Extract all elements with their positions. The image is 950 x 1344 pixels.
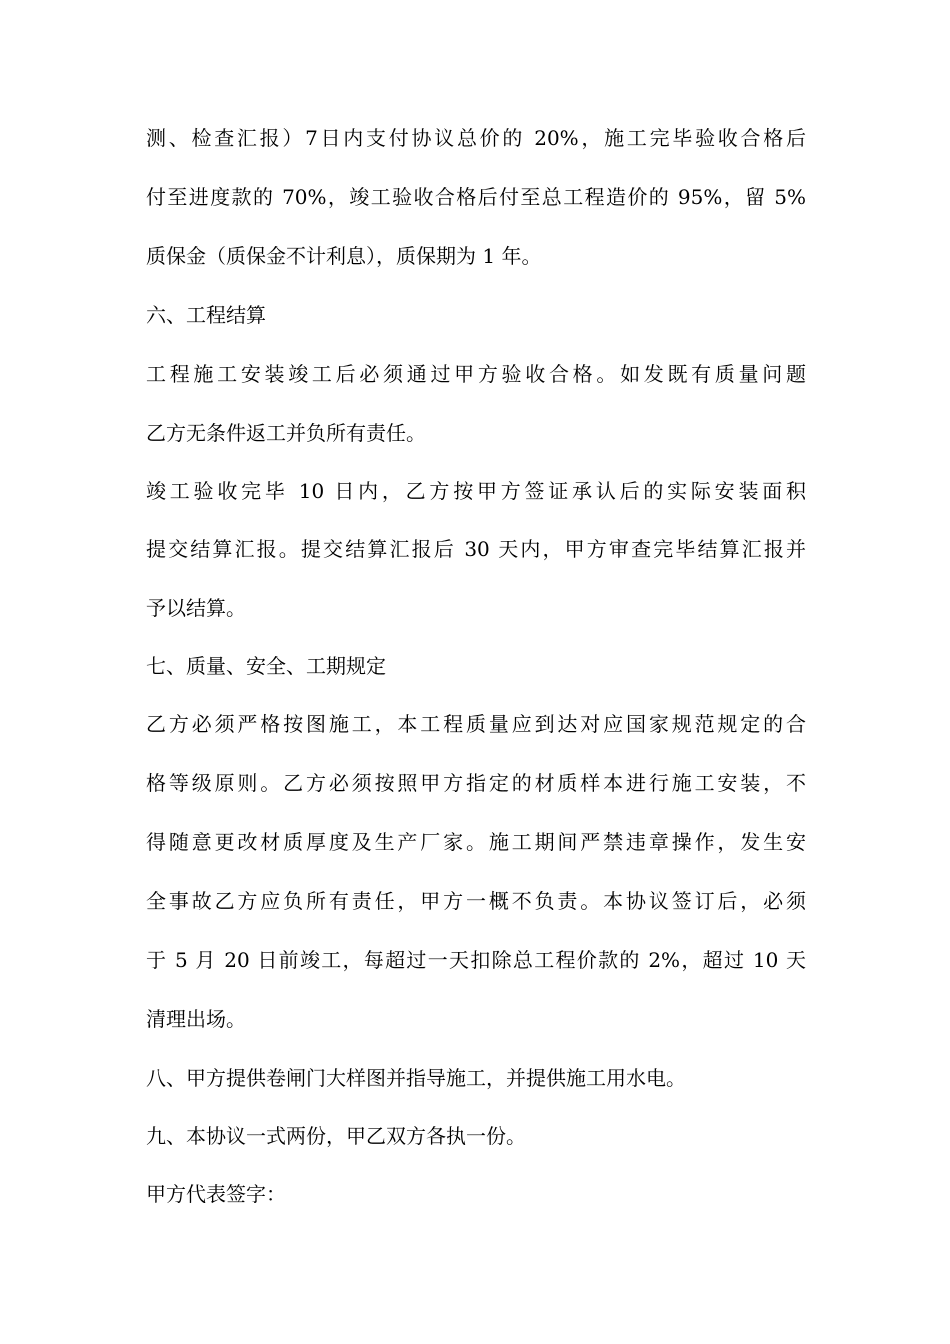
paragraph-line: 得随意更改材质厚度及生产厂家。施工期间严禁违章操作，发生安 bbox=[146, 830, 806, 854]
signature-label: 甲方代表签字： bbox=[146, 1182, 286, 1206]
paragraph-line: 工程施工安装竣工后必须通过甲方验收合格。如发既有质量问题 bbox=[146, 362, 806, 386]
paragraph-line: 予以结算。 bbox=[146, 596, 246, 620]
paragraph-line: 乙方必须严格按图施工，本工程质量应到达对应国家规范规定的合 bbox=[146, 712, 806, 736]
paragraph-line: 付至进度款的 70%，竣工验收合格后付至总工程造价的 95%，留 5% bbox=[146, 185, 806, 209]
paragraph-line: 乙方无条件返工并负所有责任。 bbox=[146, 421, 426, 445]
paragraph-line: 质保金（质保金不计利息），质保期为 1 年。 bbox=[146, 244, 542, 268]
paragraph-line: 竣工验收完毕 10 日内，乙方按甲方签证承认后的实际安装面积 bbox=[146, 479, 806, 503]
paragraph-line: 格等级原则。乙方必须按照甲方指定的材质样本进行施工安装，不 bbox=[146, 771, 806, 795]
paragraph-line: 全事故乙方应负所有责任，甲方一概不负责。本协议签订后，必须 bbox=[146, 889, 806, 913]
section-heading: 七、质量、安全、工期规定 bbox=[146, 654, 386, 678]
paragraph-line: 于 5 月 20 日前竣工，每超过一天扣除总工程价款的 2%，超过 10 天 bbox=[146, 948, 806, 972]
paragraph-line: 清理出场。 bbox=[146, 1007, 246, 1031]
section-heading: 六、工程结算 bbox=[146, 303, 266, 327]
section-heading: 八、甲方提供卷闸门大样图并指导施工，并提供施工用水电。 bbox=[146, 1066, 686, 1090]
paragraph-line: 提交结算汇报。提交结算汇报后 30 天内，甲方审查完毕结算汇报并 bbox=[146, 537, 806, 561]
section-heading: 九、本协议一式两份，甲乙双方各执一份。 bbox=[146, 1124, 526, 1148]
paragraph-line: 测、检查汇报）7日内支付协议总价的 20%，施工完毕验收合格后 bbox=[146, 126, 806, 150]
